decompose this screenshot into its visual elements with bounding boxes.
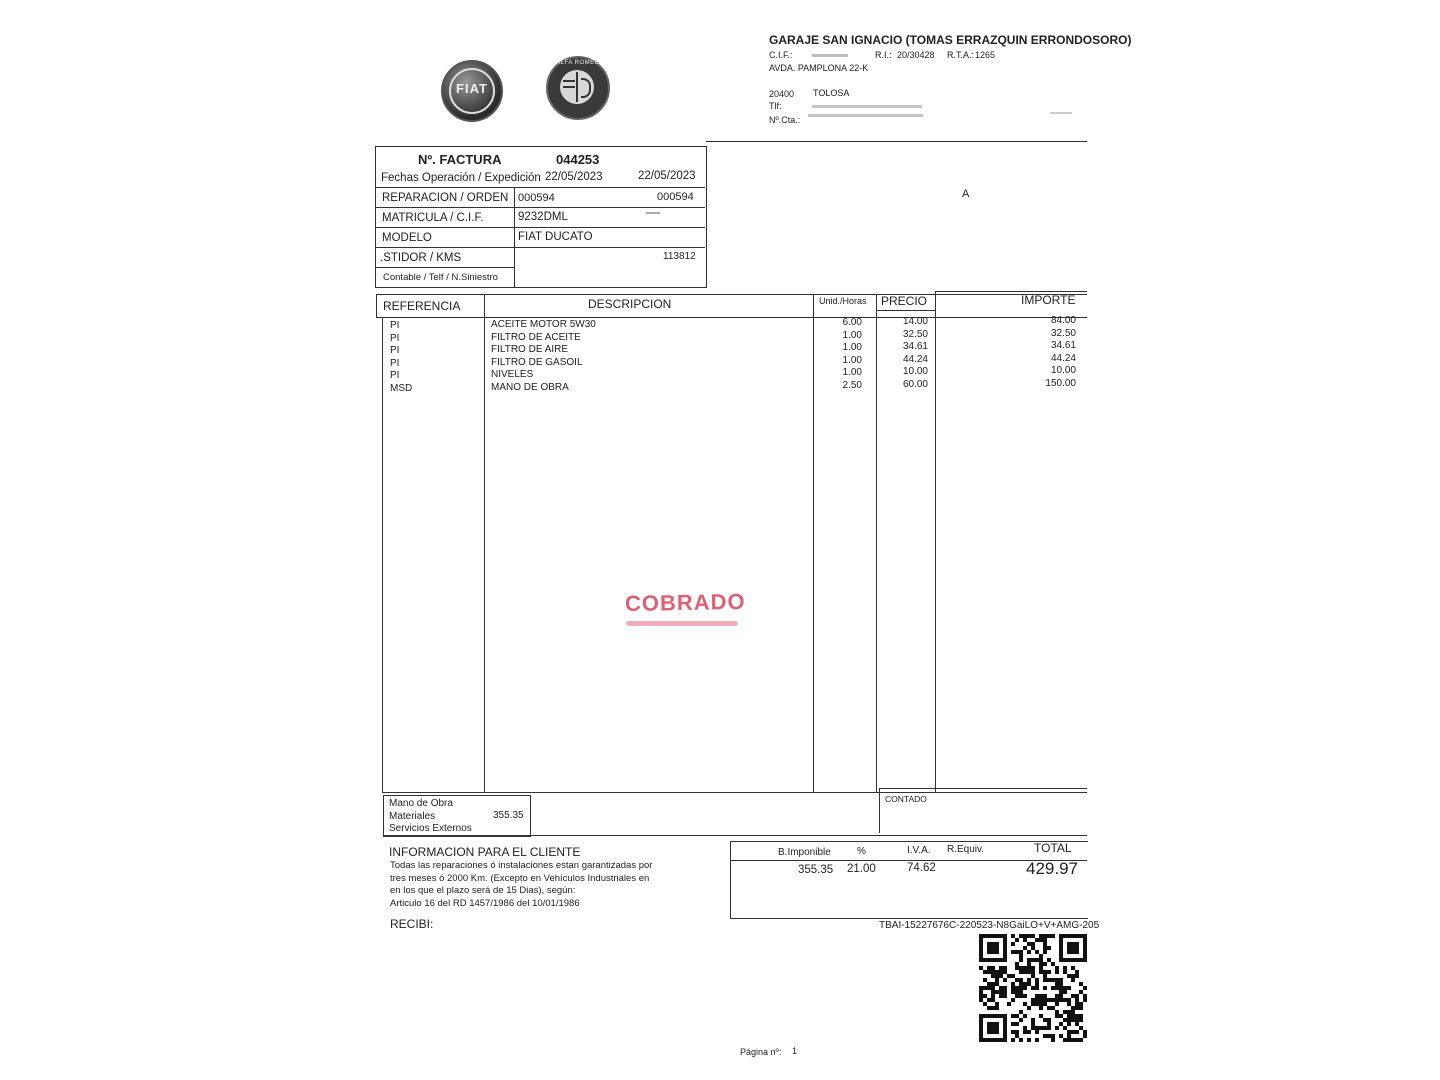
header-rule	[706, 141, 1087, 142]
row-price: 44.24	[902, 353, 928, 365]
issue-date: 22/05/2023	[638, 170, 696, 182]
alfa-romeo-logo	[546, 56, 610, 120]
paid-stamp: COBRADO	[624, 588, 746, 617]
received-label: RECIBI:	[390, 917, 434, 931]
company-cif-label: C.I.F.:	[769, 50, 793, 60]
row-reference: MSD	[390, 383, 413, 394]
company-city: TOLOSA	[813, 88, 850, 98]
client-info-line: Todas las reparaciones ó instalaciones estan garantizadas por	[390, 860, 653, 871]
client-info-line: Articulo 16 del RD 1457/1986 del 10/01/1986	[390, 897, 580, 909]
taxable-base-label: B.Imponible	[778, 847, 831, 858]
row-description: ACEITE MOTOR 5W30	[491, 319, 596, 330]
row-price: 60.00	[902, 379, 928, 390]
row-units: 1.00	[842, 367, 862, 379]
paid-stamp-underline	[626, 621, 738, 626]
company-ri-value: 20/30428	[897, 50, 935, 60]
company-account-label: Nº.Cta.:	[769, 115, 801, 125]
row-units: 1.00	[842, 329, 862, 341]
dates-label: Fechas Operación / Expedición	[381, 172, 541, 184]
fiat-logo-text: FIAT	[456, 81, 488, 96]
client-fragment: A	[962, 188, 970, 200]
repair-order-label: REPARACION / ORDEN	[382, 192, 509, 204]
row-reference: PI	[390, 320, 400, 331]
row-units: 6.00	[842, 317, 862, 328]
external-services-label: Servicios Externos	[389, 823, 472, 834]
vat-value: 74.62	[907, 862, 936, 874]
payment-method: CONTADO	[885, 794, 927, 804]
row-amount: 150.00	[1045, 378, 1076, 389]
redacted-cif-client	[646, 212, 660, 214]
header-description: DESCRIPCION	[588, 297, 672, 311]
company-tel-label: Tlf:	[769, 101, 782, 111]
row-description: FILTRO DE ACEITE	[491, 331, 581, 343]
redacted-cif	[812, 54, 848, 57]
company-address: AVDA. PAMPLONA 22-K	[769, 63, 869, 73]
repair-number: 000594	[518, 192, 555, 204]
redacted-account-tail	[1050, 112, 1072, 114]
row-description: FILTRO DE AIRE	[491, 344, 569, 356]
company-rta-label: R.T.A.:	[947, 50, 975, 60]
invoice-number-label: Nº. FACTURA	[418, 152, 502, 167]
company-ri-label: R.I.:	[875, 50, 892, 60]
chassis-kms-label: .STIDOR / KMS	[380, 252, 462, 264]
invoice-number: 044253	[556, 152, 600, 167]
client-info-title: INFORMACION PARA EL CLIENTE	[389, 845, 581, 859]
table-top-rule	[376, 294, 1087, 295]
materials-value: 355.35	[493, 810, 524, 821]
operation-date: 22/05/2023	[545, 171, 603, 183]
model-label: MODELO	[382, 232, 432, 244]
taxable-base-value: 355.35	[798, 864, 834, 876]
redacted-account	[808, 114, 923, 117]
percent-label: %	[857, 846, 866, 857]
client-info-line: en los que el plazo será de 15 Dias), según:	[390, 885, 576, 896]
company-name: GARAJE SAN IGNACIO (TOMAS ERRAZQUIN ERRONDOSORO)	[769, 33, 1132, 47]
row-description: MANO DE OBRA	[491, 382, 569, 393]
row-reference: PI	[390, 345, 400, 357]
header-price: PRECIO	[881, 294, 928, 308]
redacted-tel	[812, 105, 922, 108]
kms-value: 113812	[663, 251, 696, 262]
row-price: 10.00	[902, 366, 928, 378]
plate-value: 9232DML	[518, 211, 568, 223]
client-info-line: tres meses ó 2000 Km. (Excepto en Vehículos Industriales en	[390, 872, 650, 884]
contact-label: Contable / Telf / N.Siniestro	[383, 272, 498, 283]
row-price: 34.61	[902, 341, 928, 353]
alfa-romeo-logo-text: ALFA ROMEO	[556, 60, 600, 66]
order-number: 000594	[657, 191, 694, 203]
row-amount: 34.61	[1050, 340, 1076, 352]
qr-code	[979, 934, 1087, 1046]
row-reference: PI	[390, 357, 400, 369]
row-reference: PI	[390, 332, 400, 344]
header-amount: IMPORTE	[1021, 293, 1076, 307]
vat-label: I.V.A.	[907, 845, 931, 856]
row-reference: PI	[390, 370, 400, 382]
row-price: 32.50	[902, 328, 928, 340]
row-units: 2.50	[842, 380, 862, 391]
row-description: NIVELES	[491, 369, 534, 381]
row-units: 1.00	[842, 354, 862, 366]
page-number: 1	[792, 1046, 798, 1056]
row-amount: 32.50	[1050, 327, 1076, 339]
page-label: Página nº:	[740, 1047, 782, 1057]
labor-label: Mano de Obra	[389, 798, 453, 809]
total-label: TOTAL	[1034, 841, 1072, 855]
tbai-code: TBAI-15227676C-220523-N8GaiLO+V+AMG-205	[879, 920, 1100, 931]
row-units: 1.00	[842, 342, 862, 354]
row-description: FILTRO DE GASOIL	[491, 356, 583, 368]
company-rta-value: 1265	[975, 50, 996, 60]
total-value: 429.97	[1026, 859, 1078, 878]
fiat-logo	[441, 60, 503, 122]
row-amount: 10.00	[1050, 365, 1076, 377]
materials-label: Materiales	[389, 811, 436, 822]
row-price: 14.00	[902, 316, 928, 327]
header-reference: REFERENCIA	[383, 299, 461, 313]
model-value: FIAT DUCATO	[518, 231, 593, 243]
surcharge-label: R.Equiv.	[947, 844, 985, 855]
row-amount: 44.24	[1050, 352, 1076, 364]
row-amount: 84.00	[1050, 315, 1076, 326]
percent-value: 21.00	[847, 863, 876, 875]
header-units: Unid./Horas	[819, 296, 867, 306]
plate-label: MATRICULA / C.I.F.	[382, 212, 484, 224]
company-postal-code: 20400	[769, 89, 795, 99]
